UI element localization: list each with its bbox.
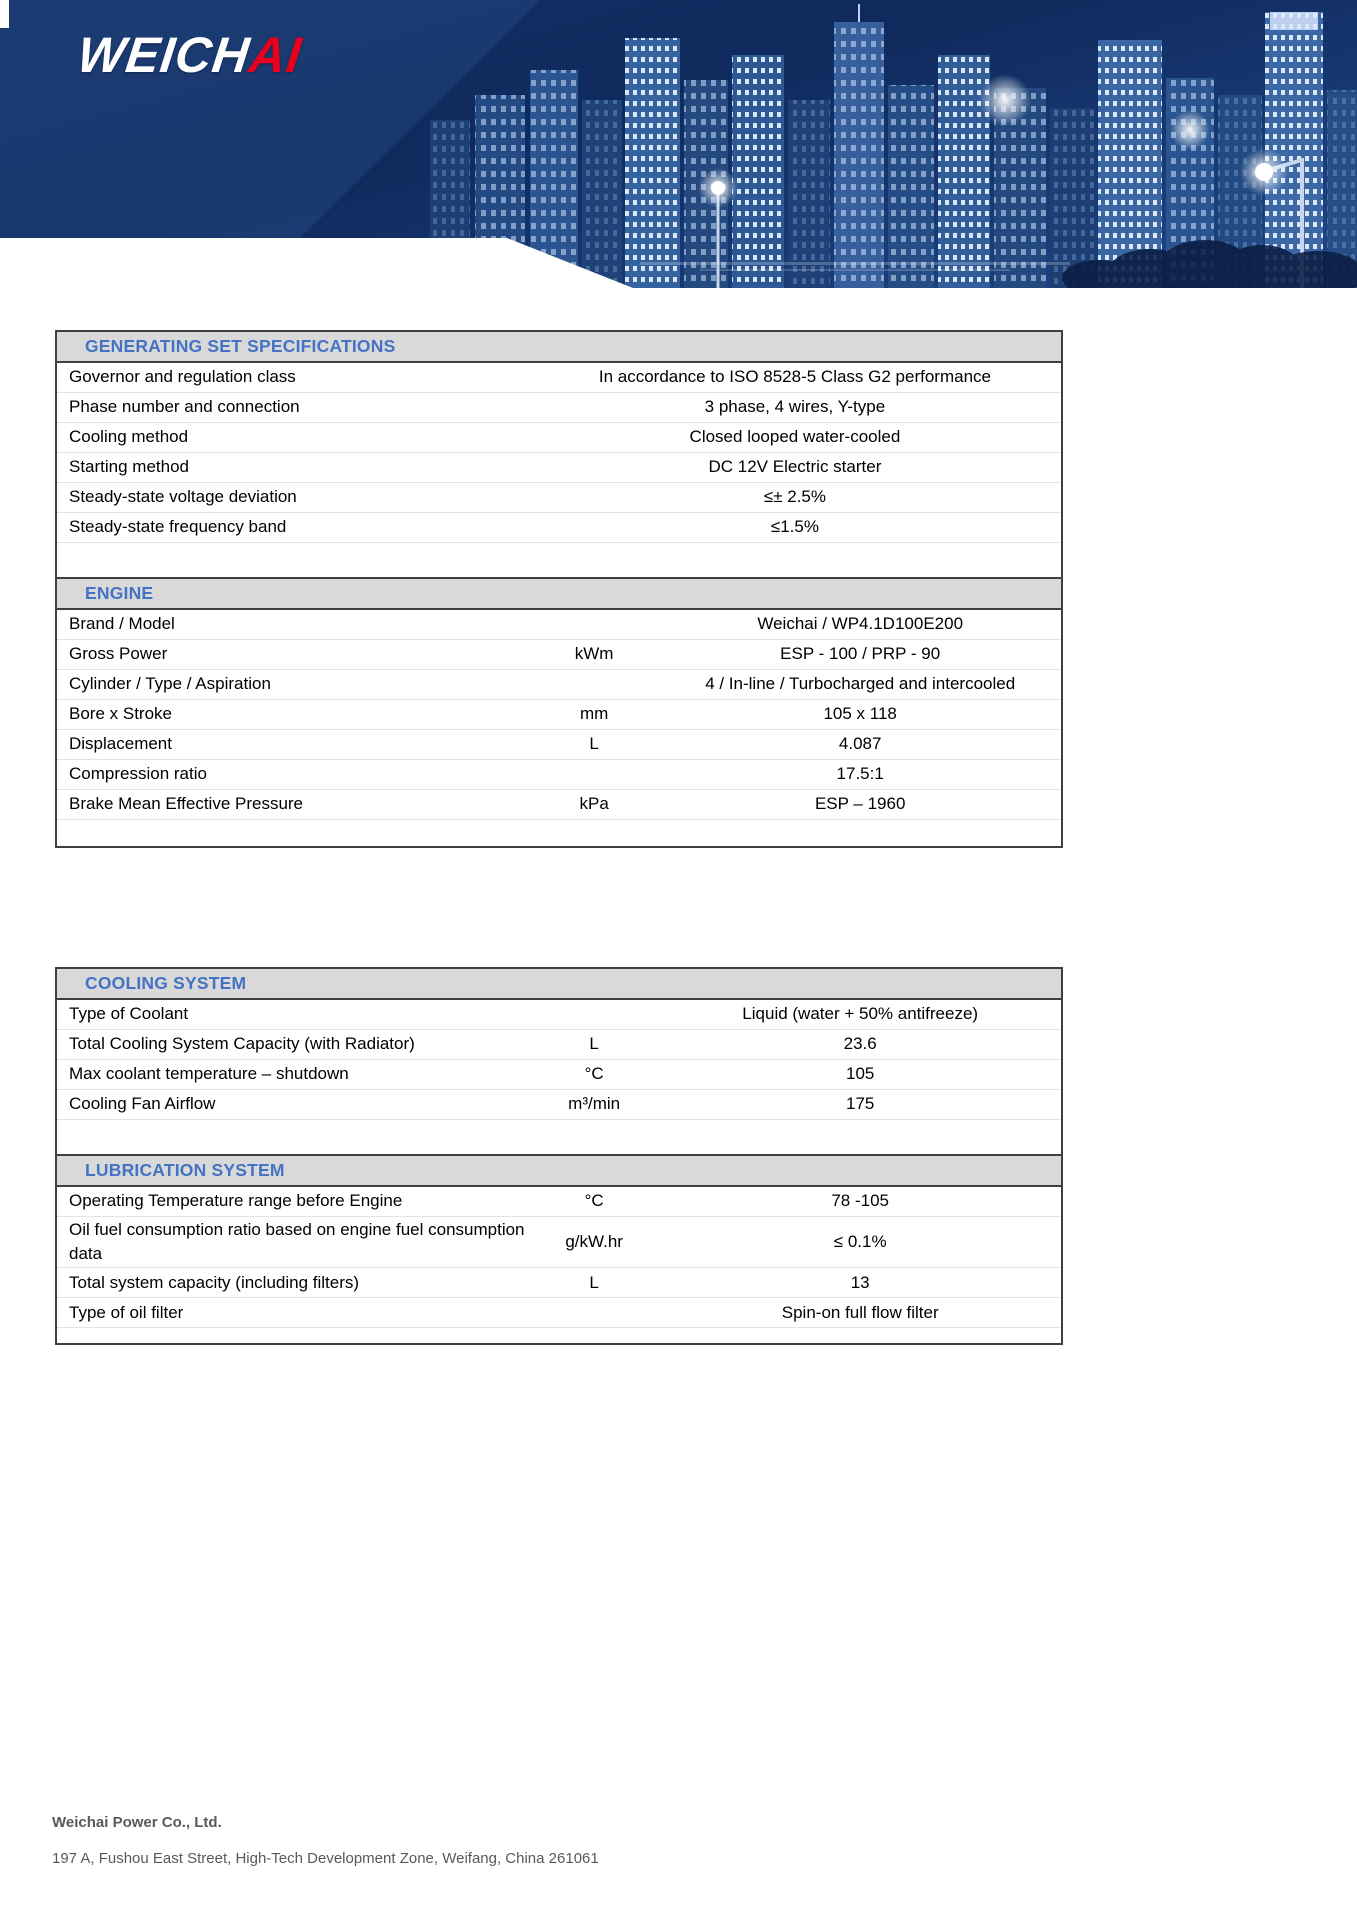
spec-value: 78 -105 [831,1191,890,1211]
spec-unit [529,624,660,626]
spec-row [57,1298,1061,1328]
spec-row [57,760,1061,790]
section-gap [57,543,1061,577]
spec-unit [529,774,660,776]
section-title: ENGINE [85,583,154,603]
spec-row [57,670,1061,700]
spec-unit: L [589,1272,599,1292]
spec-row [57,483,1061,513]
spec-table-box-generating-engine [55,330,1063,848]
spec-row [57,1268,1061,1298]
spec-value: Closed looped water-cooled [689,427,901,447]
spec-value: Weichai / WP4.1D100E200 [757,614,964,634]
spec-table-box-cooling-lubrication [55,967,1063,1345]
spec-row [57,610,1061,640]
spec-value: Spin-on full flow filter [781,1302,939,1322]
spec-label: Cooling method [69,427,189,447]
spec-label: Operating Temperature range before Engine [69,1191,403,1211]
spec-unit [529,684,660,686]
spec-row [57,1217,1061,1268]
spec-row [57,393,1061,423]
spec-label: Compression ratio [69,764,207,784]
spec-row [57,730,1061,760]
spec-value: DC 12V Electric starter [708,457,882,477]
spec-row [57,453,1061,483]
spec-label: Gross Power [69,644,168,664]
spec-row [57,423,1061,453]
spec-unit [529,1312,660,1314]
section-title: LUBRICATION SYSTEM [85,1160,285,1180]
footer-company-name: Weichai Power Co., Ltd. [52,1814,222,1831]
spec-label: Total Cooling System Capacity (with Radiator) [69,1034,415,1054]
spec-value: 13 [850,1272,870,1292]
spec-row [57,1030,1061,1060]
spec-value: 175 [846,1094,875,1114]
spec-value: 17.5:1 [836,764,884,784]
spec-row [57,513,1061,543]
spec-label: Type of oil filter [69,1302,184,1322]
header-banner [0,0,1357,288]
weichai-logo-white: WEICH [74,27,254,83]
spec-row [57,1060,1061,1090]
spec-label: Brand / Model [69,614,175,634]
spec-label: Total system capacity (including filters) [69,1272,360,1292]
spec-label: Phase number and connection [69,397,300,417]
spec-value: 105 x 118 [823,704,897,724]
spec-unit: kPa [579,794,609,814]
spec-value: ≤± 2.5% [763,487,826,507]
spec-value: 4.087 [838,734,882,754]
spec-label: Cooling Fan Airflow [69,1094,216,1114]
spec-unit: mm [579,704,609,724]
spec-unit: kWm [574,644,614,664]
spec-unit: m³/min [568,1094,621,1114]
weichai-logo [74,26,305,84]
spec-row [57,1090,1061,1120]
spec-value: ESP - 100 / PRP - 90 [780,644,941,664]
spec-unit: L [589,1034,599,1054]
section-header-band [57,969,1061,1000]
spec-value: 105 [846,1064,875,1084]
spec-label: Steady-state frequency band [69,517,287,537]
spec-value: 3 phase, 4 wires, Y-type [704,397,886,417]
section-title: GENERATING SET SPECIFICATIONS [85,336,396,356]
section-gap [57,1120,1061,1154]
spec-label: Type of Coolant [69,1004,189,1024]
spec-value: 4 / In-line / Turbocharged and intercooled [705,674,1016,694]
spec-value: ≤1.5% [770,517,819,537]
spec-unit [529,1014,660,1016]
spec-unit: °C [584,1064,604,1084]
spec-row [57,700,1061,730]
spec-value: ≤ 0.1% [833,1232,887,1252]
spec-label: Cylinder / Type / Aspiration [69,674,271,694]
spec-row [57,640,1061,670]
spec-label: Max coolant temperature – shutdown [69,1064,349,1084]
section-header-band [57,332,1061,363]
spec-row [57,1187,1061,1217]
spec-label: Brake Mean Effective Pressure [69,794,304,814]
spec-unit: L [589,734,599,754]
section-header-band [57,1154,1061,1187]
spec-unit: °C [584,1191,604,1211]
weichai-logo-red: AI [246,27,306,83]
spec-row [57,363,1061,393]
spec-label: Displacement [69,734,172,754]
spec-label: Oil fuel consumption ratio based on engine fuel consumption data [69,1220,525,1264]
spec-row [57,790,1061,820]
footer-company-address: 197 A, Fushou East Street, High-Tech Development Zone, Weifang, China 261061 [52,1850,599,1867]
spec-row [57,1000,1061,1030]
spec-value: Liquid (water + 50% antifreeze) [742,1004,979,1024]
section-header-band [57,577,1061,610]
spec-value: 23.6 [843,1034,877,1054]
section-title: COOLING SYSTEM [85,973,247,993]
spec-unit: g/kW.hr [565,1232,623,1252]
spec-label: Starting method [69,457,190,477]
spec-label: Steady-state voltage deviation [69,487,297,507]
spec-label: Bore x Stroke [69,704,172,724]
spec-label: Governor and regulation class [69,367,296,387]
spec-value: In accordance to ISO 8528-5 Class G2 performance [598,367,991,387]
spec-value: ESP – 1960 [814,794,906,814]
